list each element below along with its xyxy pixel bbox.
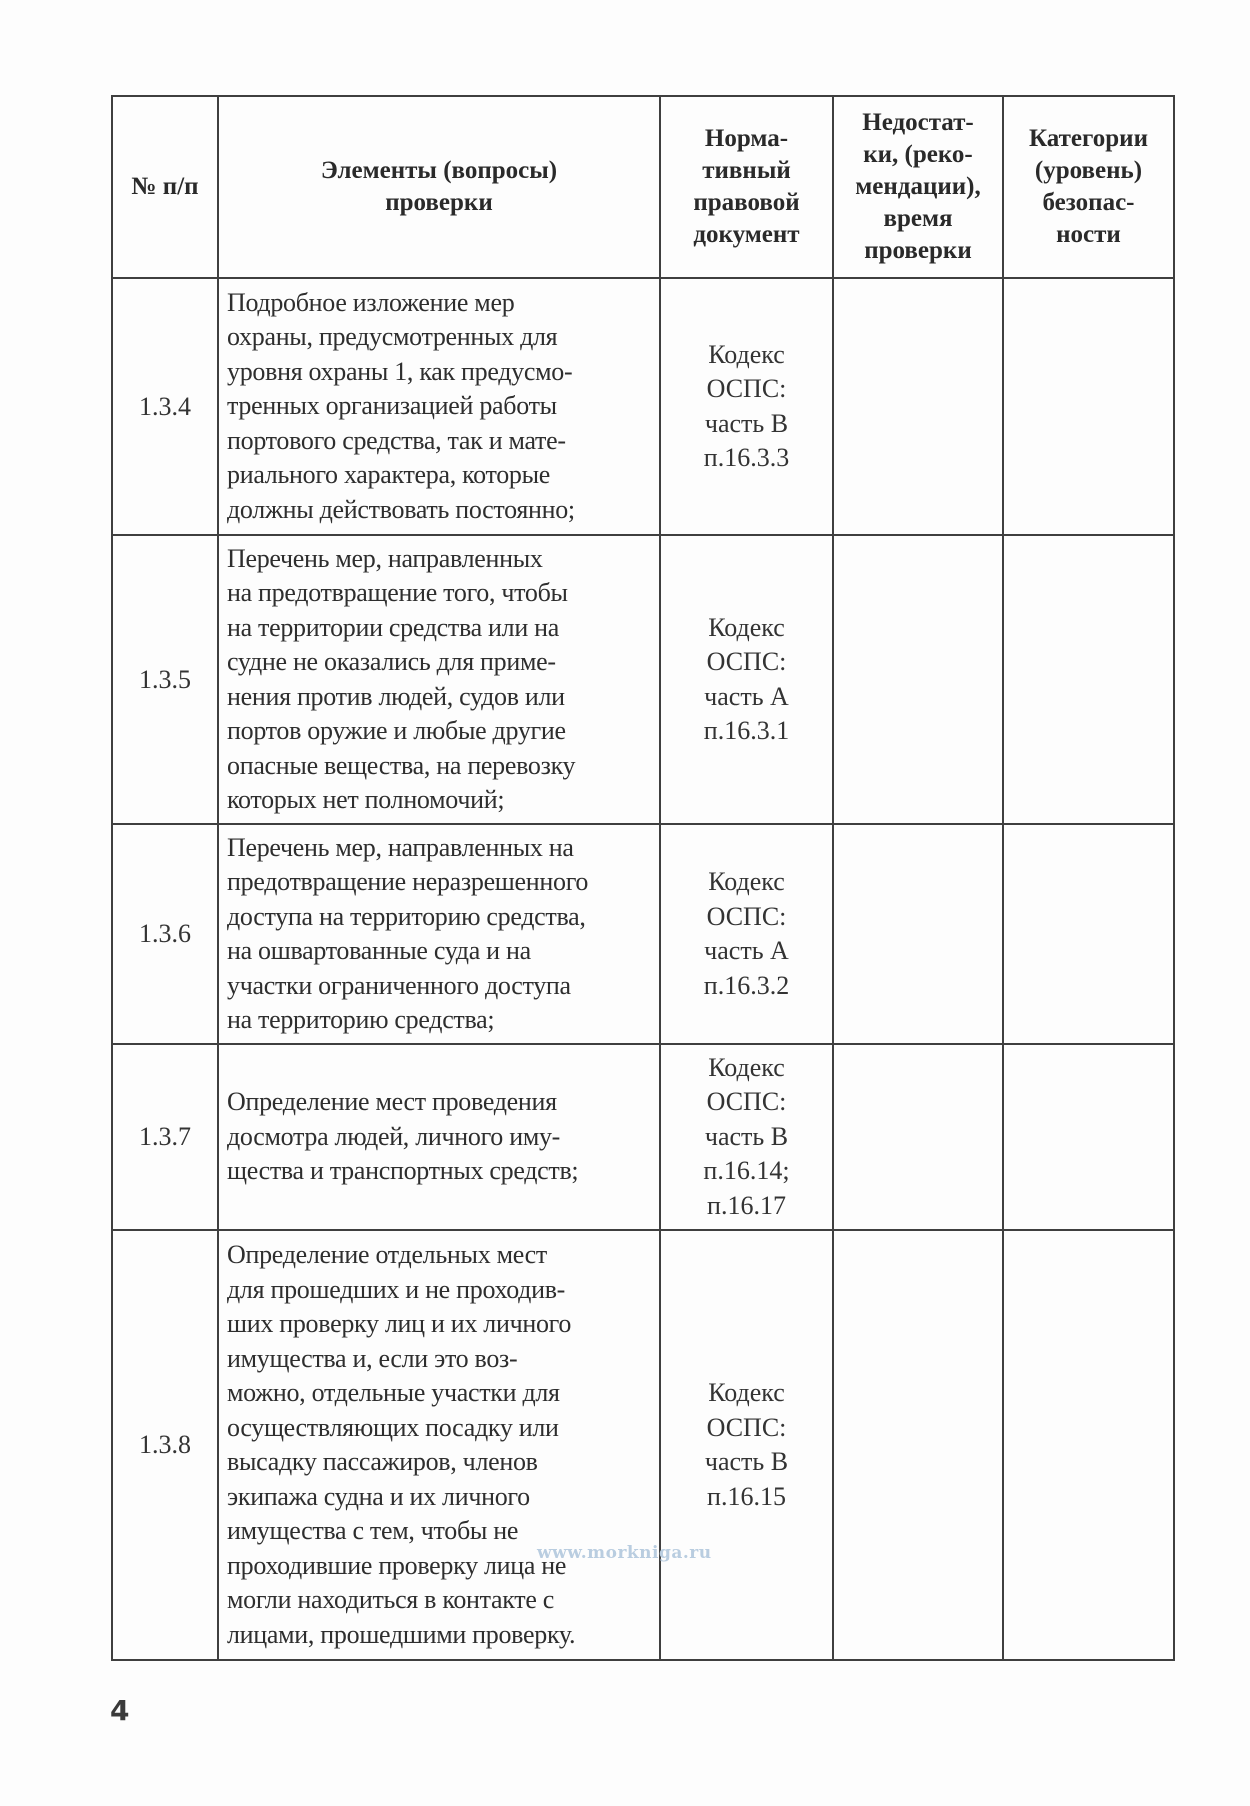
document-line: часть В	[704, 1447, 789, 1476]
row-deficiencies	[833, 824, 1003, 1044]
document-line: п.16.14;	[703, 1156, 790, 1186]
element-line: Подробное изложение мер	[227, 287, 515, 317]
document-line: Кодекс	[708, 612, 785, 642]
header-text: Норма-	[704, 125, 789, 152]
document-line: Кодекс	[708, 867, 785, 896]
document-line: часть А	[704, 936, 789, 965]
row-deficiencies	[833, 1230, 1003, 1660]
element-line: могли находиться в контакте с	[227, 1585, 555, 1614]
element-line: на территорию средства;	[227, 1005, 495, 1034]
element-line: имущества и, если это воз-	[227, 1343, 518, 1373]
element-line: риального характера, которые	[227, 460, 551, 490]
header-elements	[218, 96, 660, 278]
header-text: проверки	[864, 237, 972, 264]
row-deficiencies	[833, 535, 1003, 824]
document-line: ОСПС:	[706, 374, 787, 403]
header-text: (уровень)	[1034, 157, 1143, 184]
element-line: имущества с тем, чтобы не	[227, 1516, 519, 1545]
element-line: судне не оказались для приме-	[227, 647, 556, 676]
document-line: Кодекс	[708, 1052, 785, 1082]
row-normative-document	[660, 1044, 833, 1230]
row-safety-category	[1003, 535, 1174, 824]
header-text: мендации),	[855, 173, 981, 200]
element-line: предотвращение неразрешенного	[227, 867, 589, 896]
element-line: охраны, предусмотренных для	[227, 322, 558, 352]
header-text: безопас-	[1042, 189, 1135, 216]
row-number: 1.3.7	[112, 1044, 218, 1230]
row-normative-document	[660, 1230, 833, 1660]
element-line: досмотра людей, личного иму-	[227, 1121, 561, 1151]
element-line: лицами, прошедшими проверку.	[227, 1619, 576, 1649]
row-safety-category	[1003, 278, 1174, 535]
document-line: ОСПС:	[706, 1412, 787, 1442]
header-text: Элементы (вопросы)	[320, 157, 558, 184]
element-line: ших проверку лиц и их личного	[227, 1309, 572, 1338]
row-number: 1.3.5	[112, 535, 218, 824]
element-line: осуществляющих посадку или	[227, 1412, 559, 1442]
watermark: www.morkniga.ru	[537, 1543, 712, 1563]
document-line: п.16.3.2	[703, 970, 790, 1000]
document-line: ОСПС:	[706, 647, 787, 676]
row-number: 1.3.8	[112, 1230, 218, 1660]
element-line: портов оружие и любые другие	[227, 716, 566, 745]
document-line: Кодекс	[708, 1378, 785, 1407]
element-line: должны действовать постоянно;	[227, 494, 575, 524]
row-deficiencies	[833, 278, 1003, 535]
row-normative-document	[660, 278, 833, 535]
element-line: щества и транспортных средств;	[227, 1156, 579, 1186]
table-row	[112, 278, 1174, 535]
document-line: часть В	[704, 408, 789, 438]
table-header-row	[112, 96, 1174, 278]
row-number: 1.3.4	[112, 278, 218, 535]
header-text: Недостат-	[862, 109, 974, 136]
header-text: время	[883, 205, 953, 232]
document-line: часть В	[704, 1121, 789, 1151]
element-line: участки ограниченного доступа	[227, 970, 571, 1000]
row-deficiencies	[833, 1044, 1003, 1230]
header-text: проверки	[385, 189, 493, 216]
header-normative-document	[660, 96, 833, 278]
element-line: высадку пассажиров, членов	[227, 1447, 538, 1476]
inspection-checklist-table	[111, 95, 1175, 1661]
header-text: Категории	[1029, 125, 1148, 152]
row-element	[218, 1230, 660, 1660]
document-line: Кодекс	[708, 339, 785, 369]
row-safety-category	[1003, 1044, 1174, 1230]
element-line: экипажа судна и их личного	[227, 1481, 530, 1511]
document-line: п.16.3.1	[703, 716, 790, 745]
element-line: Перечень мер, направленных	[227, 543, 543, 573]
element-line: портового средства, так и мате-	[227, 425, 566, 455]
element-line: тренных организацией работы	[227, 391, 557, 421]
row-element	[218, 278, 660, 535]
document-line: п.16.3.3	[703, 443, 790, 472]
element-line: Определение отдельных мест	[227, 1240, 547, 1269]
header-deficiencies	[833, 96, 1003, 278]
row-element	[218, 1044, 660, 1230]
element-line: проходившие проверку лица не	[227, 1550, 567, 1580]
header-text: правовой	[693, 189, 800, 216]
table-row	[112, 824, 1174, 1044]
row-safety-category	[1003, 1230, 1174, 1660]
row-normative-document	[660, 535, 833, 824]
header-safety-category	[1003, 96, 1174, 278]
element-line: уровня охраны 1, как предусмо-	[227, 356, 573, 386]
element-line: можно, отдельные участки для	[227, 1378, 560, 1407]
element-line: Определение мест проведения	[227, 1087, 557, 1117]
row-number: 1.3.6	[112, 824, 218, 1044]
header-text: № п/п	[131, 173, 199, 200]
header-text: ки, (реко-	[863, 141, 973, 168]
page-number: 4	[110, 1694, 130, 1727]
document-line: п.16.17	[707, 1190, 786, 1220]
row-element	[218, 824, 660, 1044]
header-text: документ	[693, 221, 800, 248]
row-safety-category	[1003, 824, 1174, 1044]
element-line: которых нет полномочий;	[227, 785, 505, 814]
header-number	[112, 96, 218, 278]
document-line: ОСПС:	[706, 1087, 787, 1117]
document-line: часть А	[704, 681, 789, 711]
element-line: на предотвращение того, чтобы	[227, 578, 568, 607]
header-text: тивный	[702, 157, 791, 184]
table-row	[112, 535, 1174, 824]
header-text: ности	[1056, 221, 1121, 248]
element-line: доступа на территорию средства,	[227, 901, 586, 931]
element-line: опасные вещества, на перевозку	[227, 750, 576, 780]
document-line: ОСПС:	[706, 901, 787, 931]
element-line: на ошвартованные суда и на	[227, 936, 531, 965]
element-line: Перечень мер, направленных на	[227, 832, 574, 862]
element-line: нения против людей, судов или	[227, 681, 565, 711]
table-row	[112, 1044, 1174, 1230]
row-normative-document	[660, 824, 833, 1044]
document-line: п.16.15	[707, 1481, 786, 1511]
row-element	[218, 535, 660, 824]
table-row	[112, 1230, 1174, 1660]
element-line: для прошедших и не проходив-	[227, 1274, 566, 1304]
element-line: на территории средства или на	[227, 612, 560, 642]
